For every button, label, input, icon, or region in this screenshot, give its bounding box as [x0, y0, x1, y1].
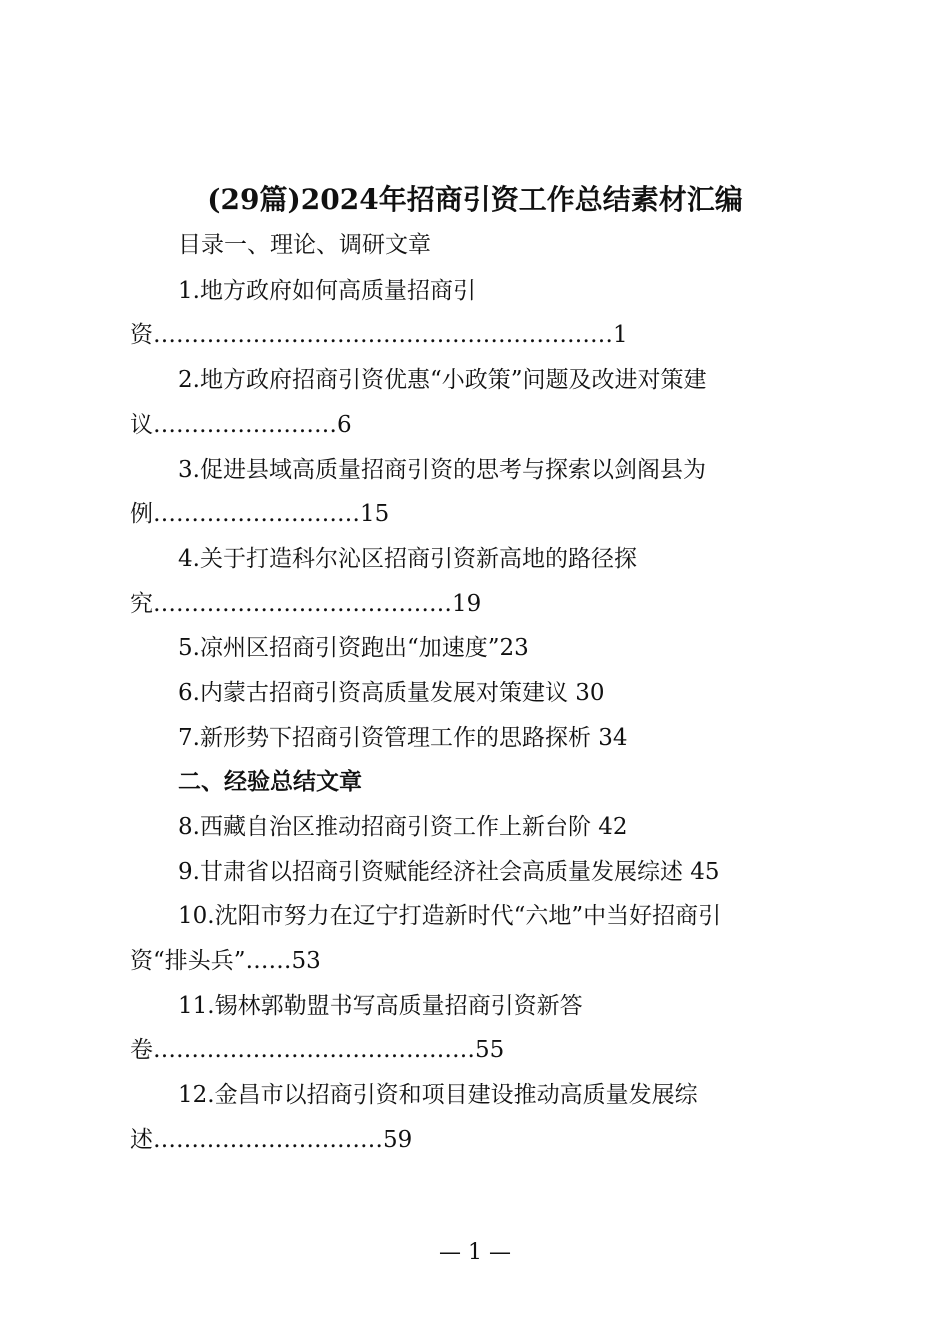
- toc-entry-7: 7.新形势下招商引资管理工作的思路探析 34: [178, 725, 628, 751]
- toc-entry-8: 8.西藏自治区推动招商引资工作上新台阶 42: [178, 814, 628, 840]
- toc-entry-3-cont: 例………………………15: [130, 501, 390, 527]
- toc-entry-2-cont: 议……………………6: [130, 412, 352, 438]
- toc-entry-1: 1.地方政府如何高质量招商引: [178, 278, 476, 304]
- toc-entry-12: 12.金昌市以招商引资和项目建设推动高质量发展综: [178, 1082, 698, 1108]
- toc-entry-12-cont: 述…………………………59: [130, 1127, 413, 1153]
- document-title: (29篇)2024年招商引资工作总结素材汇编: [207, 183, 743, 216]
- toc-entry-10-cont: 资“排头兵”……53: [130, 948, 321, 974]
- page-number: — 1 —: [439, 1240, 511, 1265]
- toc-entry-6: 6.内蒙古招商引资高质量发展对策建议 30: [178, 680, 605, 706]
- toc-entry-11-cont: 卷……………………………………55: [130, 1037, 505, 1063]
- toc-entry-11: 11.锡林郭勒盟书写高质量招商引资新答: [178, 993, 583, 1019]
- toc-entry-5: 5.凉州区招商引资跑出“加速度”23: [178, 635, 529, 661]
- section-heading-2: 二、经验总结文章: [178, 769, 362, 795]
- toc-entry-3: 3.促进县域高质量招商引资的思考与探索以剑阁县为: [178, 457, 706, 483]
- toc-entry-9: 9.甘肃省以招商引资赋能经济社会高质量发展综述 45: [178, 859, 720, 885]
- toc-entry-4: 4.关于打造科尔沁区招商引资新高地的路径探: [178, 546, 637, 572]
- toc-entry-1-cont: 资……………………………………………………1: [130, 322, 628, 348]
- toc-entry-10: 10.沈阳市努力在辽宁打造新时代“六地”中当好招商引: [178, 903, 722, 929]
- toc-entry-4-cont: 究…………………………………19: [130, 591, 482, 617]
- toc-heading: 目录一、理论、调研文章: [178, 232, 431, 258]
- toc-entry-2: 2.地方政府招商引资优惠“小政策”问题及改进对策建: [178, 367, 707, 393]
